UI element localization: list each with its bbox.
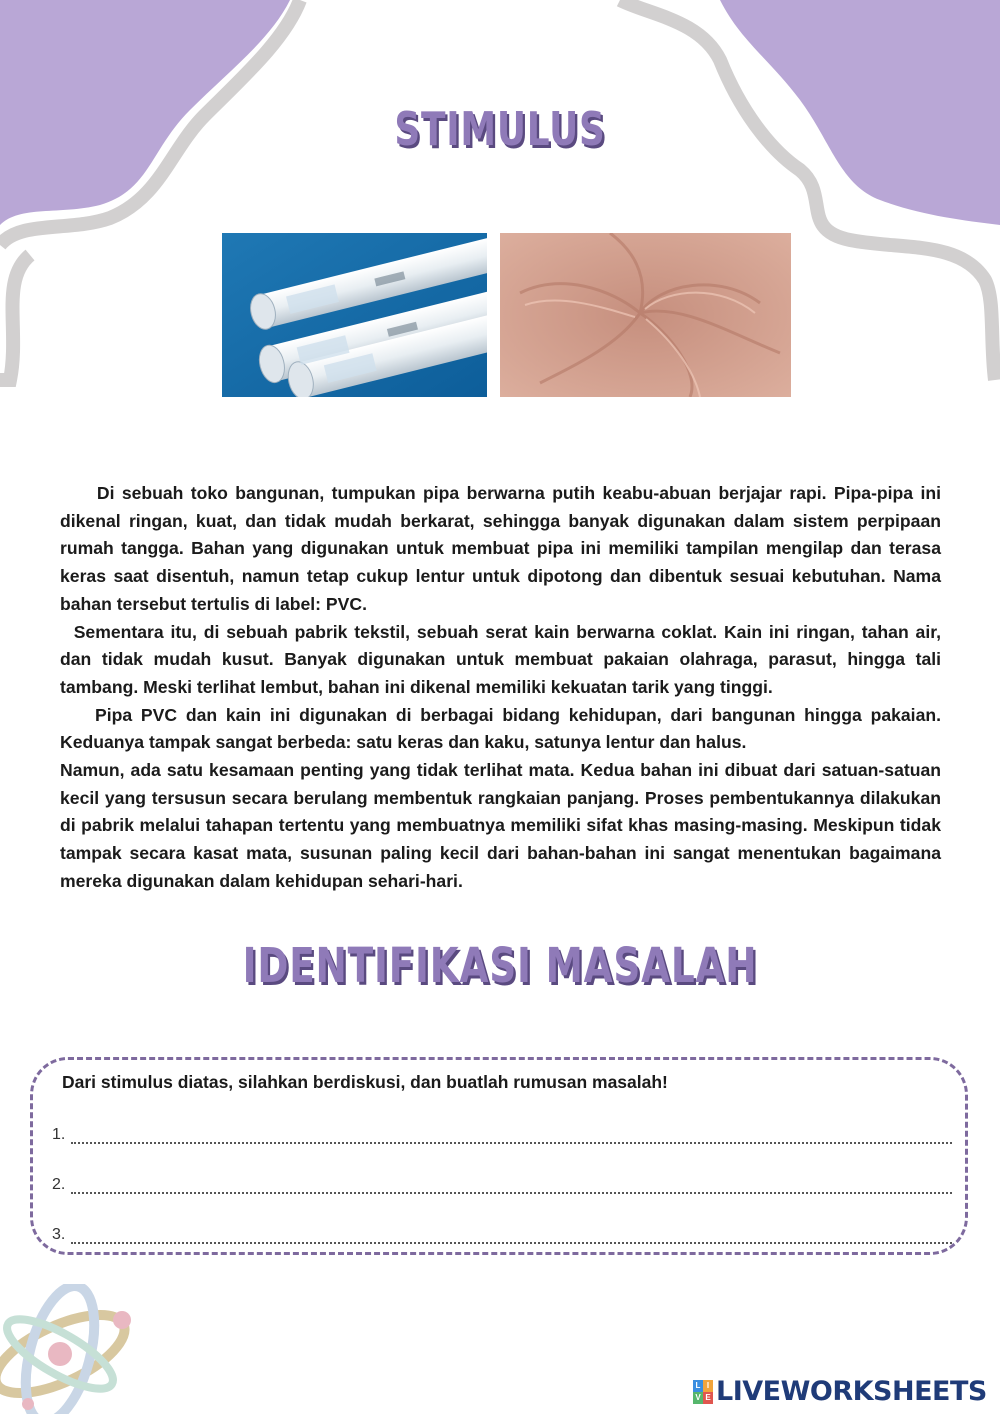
answer-number: 2. [52,1176,66,1193]
answer-line-2[interactable] [52,1176,952,1194]
answer-line-3[interactable] [52,1226,952,1244]
task-instruction: Dari stimulus diatas, silahkan berdiskusi, dan buatlah rumusan masalah! [62,1072,668,1092]
fabric-image [500,233,791,397]
stimulus-paragraph: Sementara itu, di sebuah pabrik tekstil, sebuah serat kain berwarna coklat. Kain ini ringan, tahan air, dan tidak mudah kusut. Banyak digunakan untuk membuat pakaian olahraga, parasut, hingga tali tambang. Meski terlihat lembut, bahan ini dikenal memiliki kekuatan tarik yang tinggi. [60,621,941,697]
pvc-pipe-image [222,233,487,397]
stimulus-paragraph: Pipa PVC dan kain ini digunakan di berbagai bidang kehidupan, dari bangunan hingga pakaian. Keduanya tampak sangat berbeda: satu keras dan kaku, satunya lentur dan halus. [60,704,941,753]
answer-line-1[interactable] [52,1126,952,1144]
stimulus-paragraph: Namun, ada satu kesamaan penting yang tidak terlihat mata. Kedua bahan ini dibuat dari satuan-satuan kecil yang tersusun secara berulang membentuk rangkaian panjang. Proses pembentukannya dilakukan di pabrik melalui tahapan tertentu yang membuatnya memiliki sifat khas masing-masing. Meskipun tidak tampak secara kasat mata, susunan paling kecil dari bahan-bahan ini sangat menentukan bagaimana mereka digunakan dalam kehidupan sehari-hari. [60,760,941,891]
stimulus-text [60,480,941,896]
answer-input[interactable] [71,1228,952,1244]
answer-number: 1. [52,1126,66,1143]
problem-identification-heading: IDENTIFIKASI MASALAH [242,938,758,994]
answer-input[interactable] [71,1128,952,1144]
liveworksheets-logo-icon: L I V E [693,1380,713,1404]
brand-text: LIVEWORKSHEETS [716,1376,987,1407]
stimulus-paragraph: Di sebuah toko bangunan, tumpukan pipa berwarna putih keabu-abuan berjajar rapi. Pipa-pipa ini dikenal ringan, kuat, dan tidak mudah berkarat, sehingga banyak digunakan dalam sistem perpipaan rumah tangga. Bahan yang digunakan untuk membuat pipa ini memiliki tampilan mengilap dan terasa keras saat disentuh, namun tetap cukup lentur untuk dipotong dan dibentuk sesuai kebutuhan. Nama bahan tersebut tertulis di label: PVC. [60,483,941,614]
stimulus-heading: STIMULUS [394,102,606,156]
answer-input[interactable] [71,1178,952,1194]
answer-number: 3. [52,1226,66,1243]
atom-illustration [0,1284,150,1414]
liveworksheets-brand [693,1376,987,1407]
